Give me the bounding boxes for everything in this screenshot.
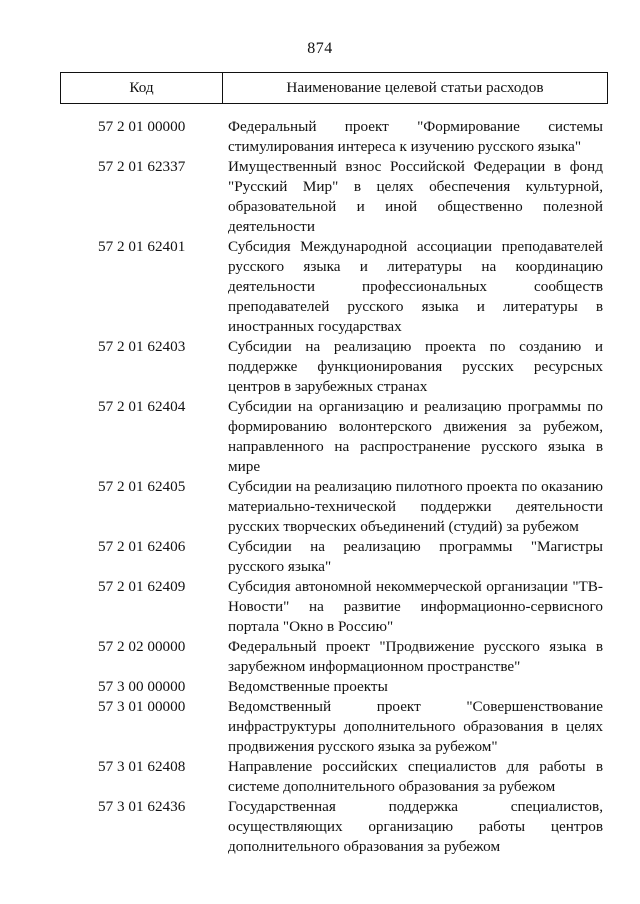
row-description: Ведомственный проект "Совершенствование инфраструктуры дополнительного образования в целях продвижения русского языка за рубежом" [228,698,603,755]
row-code: 57 3 01 62408 [98,758,186,775]
row-code: 57 2 02 00000 [98,638,186,655]
row-description: Федеральный проект "Продвижение русского языка в зарубежном информационном пространстве" [228,638,603,675]
row-description: Государственная поддержка специалистов, осуществляющих организацию работы центров дополнительного образования за рубежом [228,798,603,855]
row-code: 57 2 01 62404 [98,398,186,415]
header-name: Наименование целевой статьи расходов [286,79,544,96]
table-row [0,697,640,757]
table-row [0,337,640,397]
row-description: Субсидия Международной ассоциации преподавателей русского языка и литературы на координацию деятельности профессиональных сообществ преподавателей русского языка и литературы в иностранных государствах [228,238,603,335]
row-description: Направление российских специалистов для работы в системе дополнительного образования за рубежом [228,758,603,795]
table-row [0,757,640,797]
table-row [0,157,640,237]
row-code: 57 2 01 62337 [98,158,186,175]
row-description: Субсидии на реализацию пилотного проекта по оказанию материально-технической поддержки деятельности русских творческих объединений (студий) за рубежом [228,478,603,535]
row-description: Федеральный проект "Формирование системы стимулирования интереса к изучению русского языка" [228,118,603,155]
table-row [0,477,640,537]
row-code: 57 3 01 62436 [98,798,186,815]
row-code: 57 2 01 62405 [98,478,186,495]
row-description: Имущественный взнос Российской Федерации в фонд "Русский Мир" в целях обеспечения культурной, образовательной и иной общественно полезной деятельности [228,158,603,235]
table-row [0,397,640,477]
row-description: Субсидия автономной некоммерческой организации "ТВ-Новости" на развитие информационно-сервисного портала "Окно в Россию" [228,578,603,635]
table-row [0,117,640,157]
row-code: 57 2 01 62409 [98,578,186,595]
table-row [0,237,640,337]
row-code: 57 3 00 00000 [98,678,186,695]
page-number: 874 [307,40,333,57]
row-code: 57 2 01 62406 [98,538,186,555]
table-row [0,797,640,857]
row-code: 57 3 01 00000 [98,698,186,715]
row-code: 57 2 01 62403 [98,338,186,355]
row-description: Ведомственные проекты [228,678,388,695]
row-code: 57 2 01 00000 [98,118,186,135]
table-row [0,537,640,577]
header-code: Код [61,73,223,103]
row-description: Субсидии на реализацию проекта по созданию и поддержке функционирования русских ресурсных центров в зарубежных странах [228,338,603,395]
table-row [0,677,640,697]
table-row [0,637,640,677]
table-header [60,72,608,104]
table-body [0,117,640,857]
row-description: Субсидии на реализацию программы "Магистры русского языка" [228,538,603,575]
table-row [0,577,640,637]
row-code: 57 2 01 62401 [98,238,186,255]
row-description: Субсидии на организацию и реализацию программы по формированию волонтерского движения за рубежом, направленного на распространение русского языка в мире [228,398,603,475]
